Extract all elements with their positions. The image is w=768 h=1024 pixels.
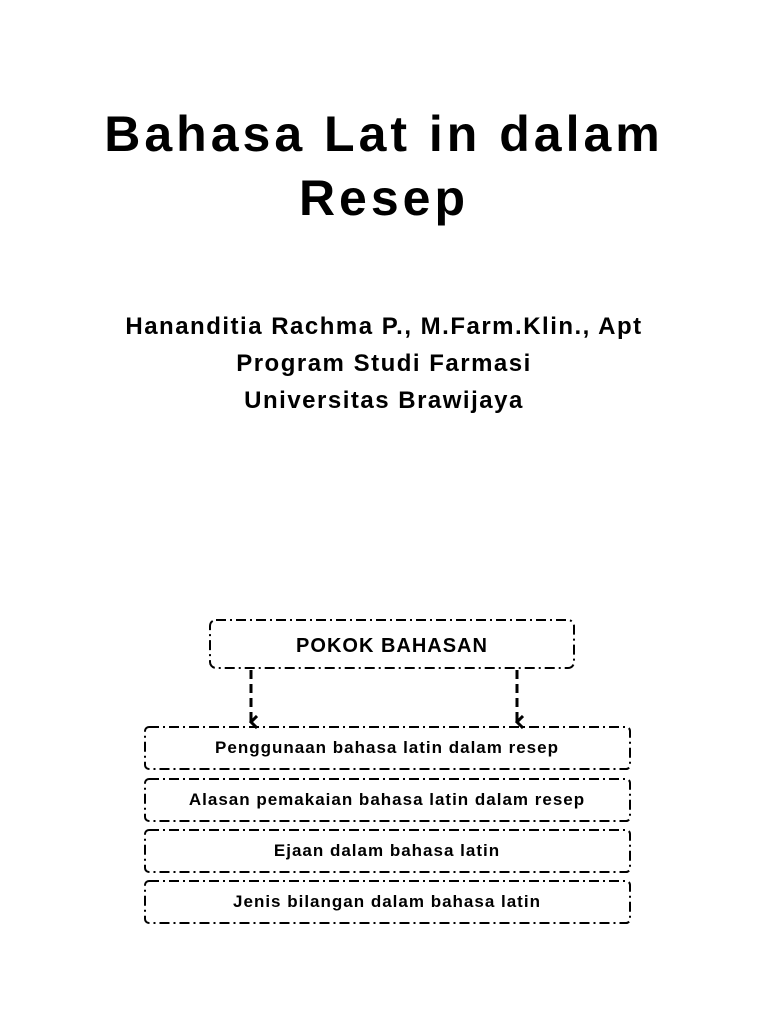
author-name: Hananditia Rachma P., M.Farm.Klin., Apt (125, 313, 643, 340)
title-line-1: Bahasa Lat in dalam (104, 106, 664, 162)
university-name: Universitas Brawijaya (244, 387, 524, 414)
diagram-header: POKOK BAHASAN (296, 635, 488, 657)
topic-item-3: Ejaan dalam bahasa latin (273, 841, 501, 860)
title-line-2: Resep (298, 170, 470, 226)
topic-item-1: Penggunaan bahasa latin dalam resep (215, 738, 559, 757)
topic-item-2: Alasan pemakaian bahasa latin dalam resep (188, 790, 586, 809)
study-program: Program Studi Farmasi (236, 350, 532, 377)
topic-item-4: Jenis bilangan dalam bahasa latin (233, 892, 541, 911)
